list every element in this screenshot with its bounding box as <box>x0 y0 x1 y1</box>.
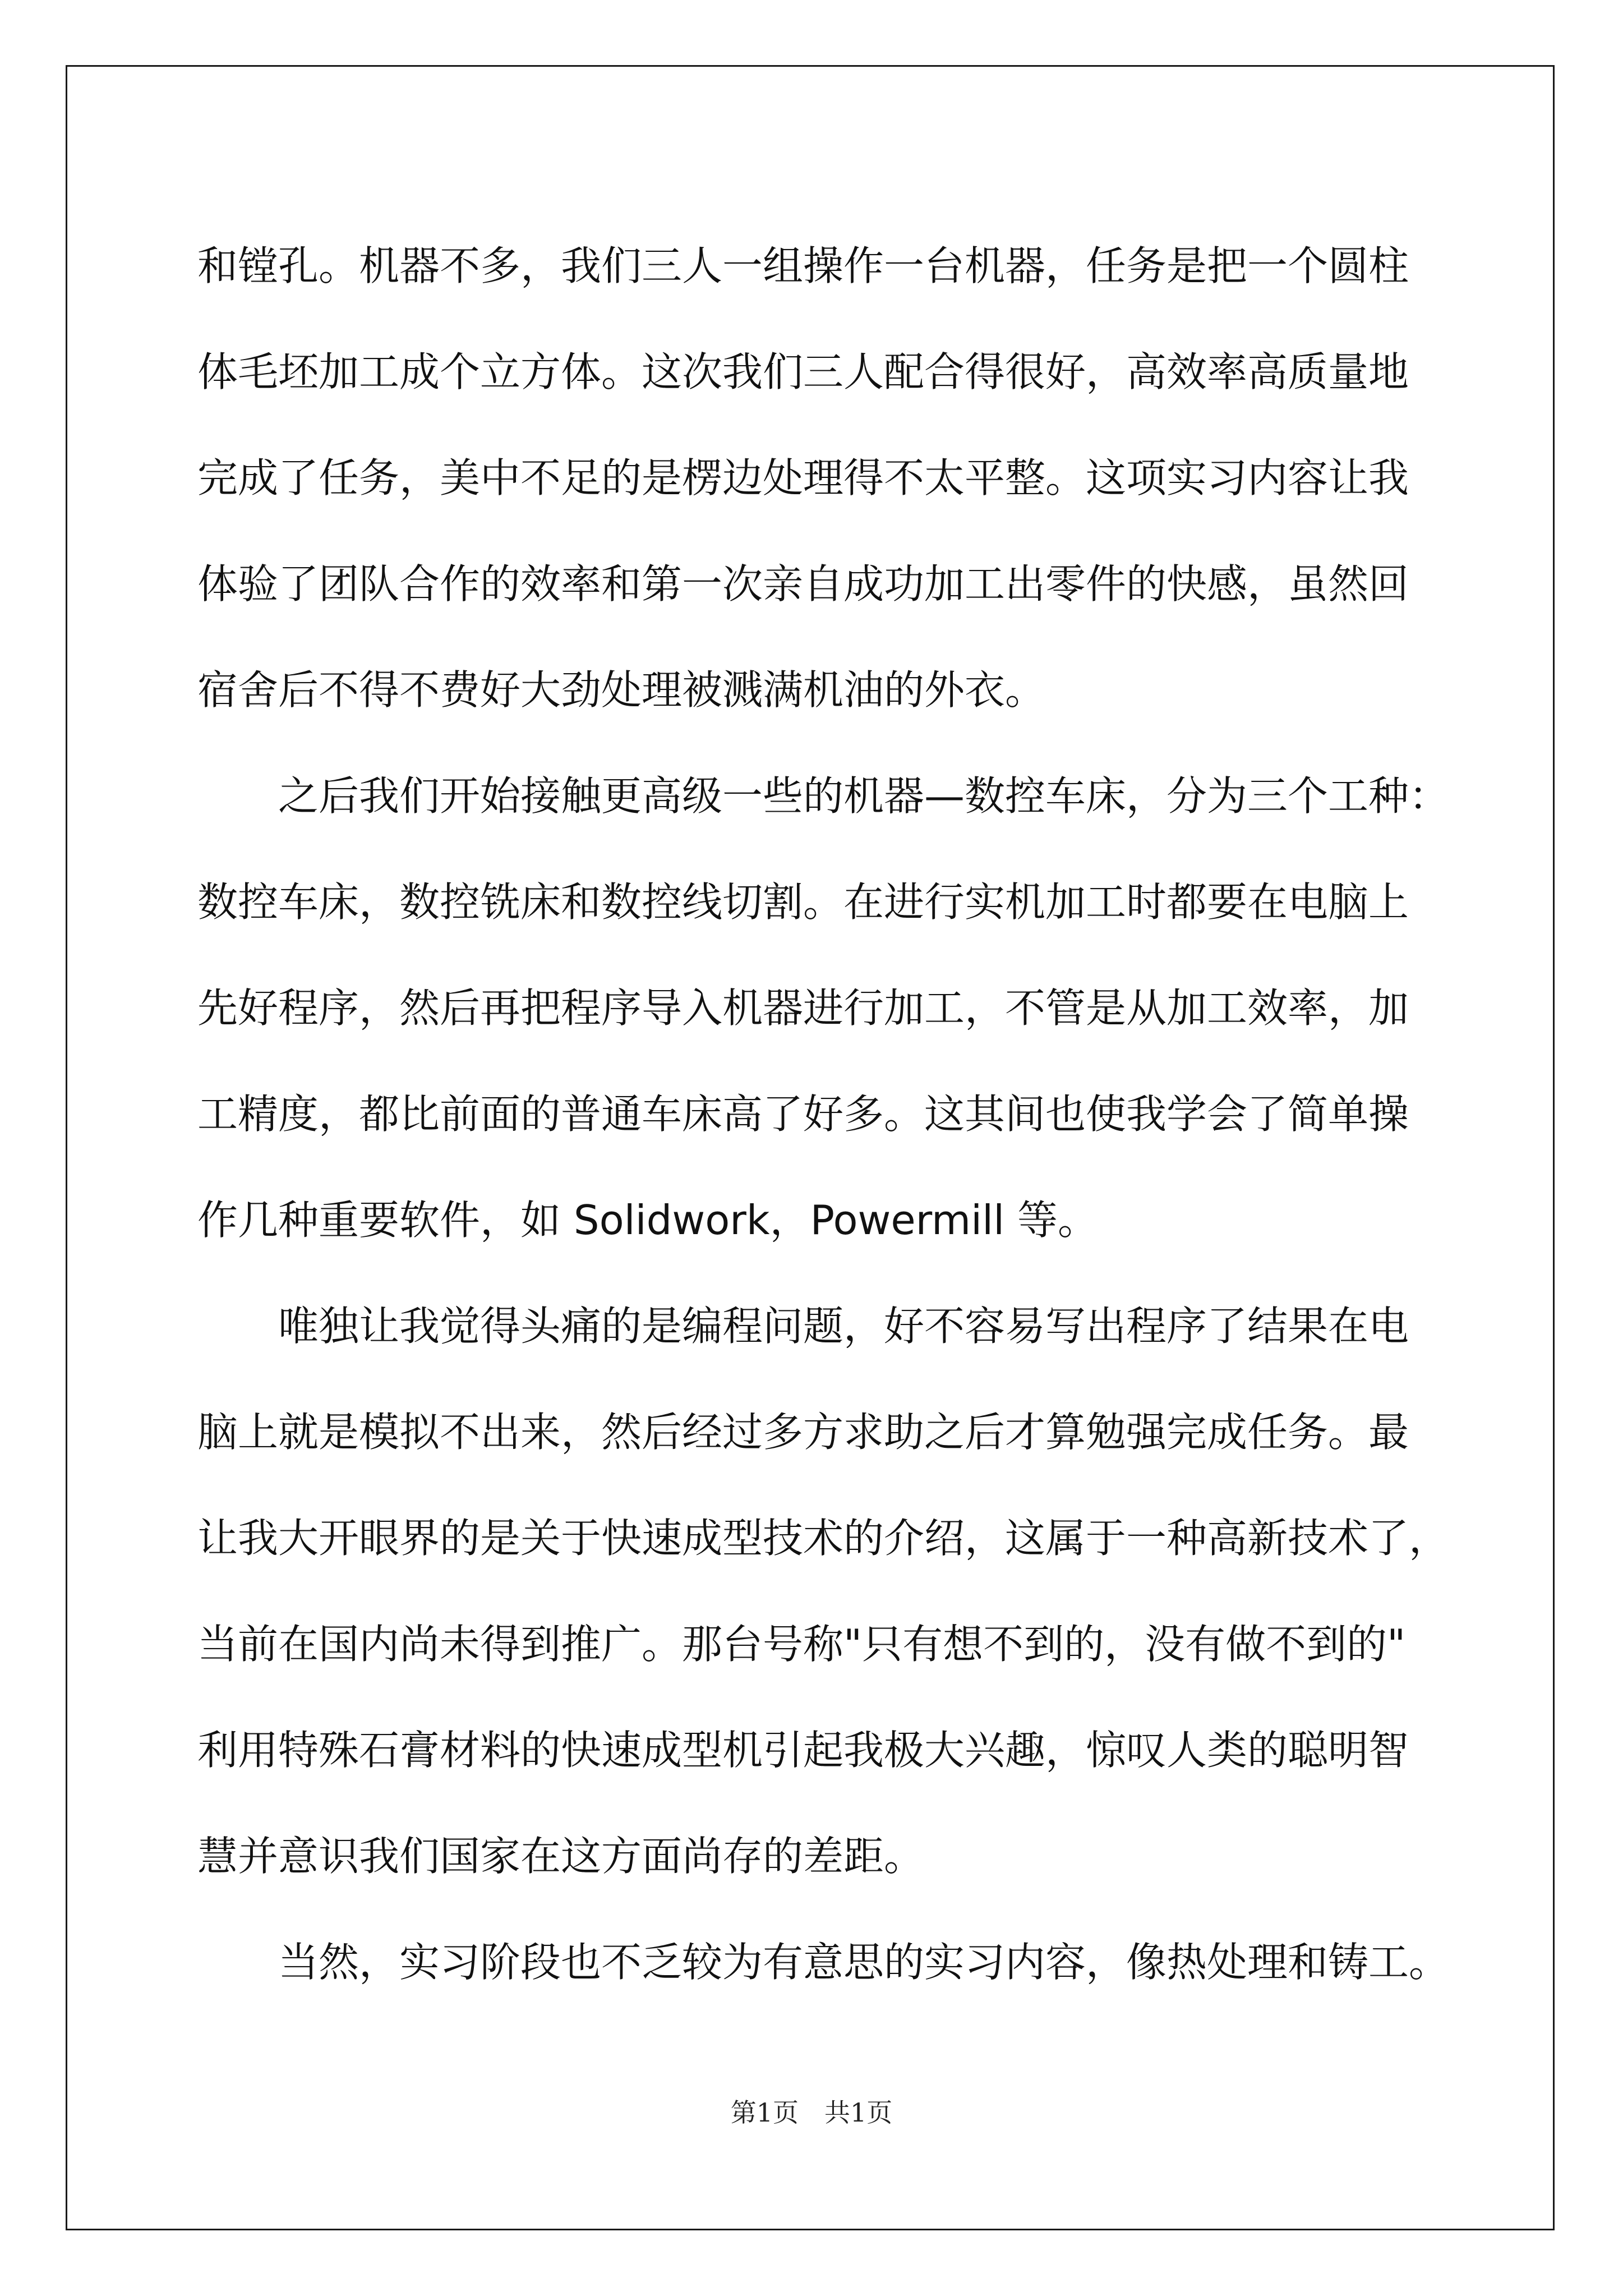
text-line: 和镗孔。机器不多，我们三人一组操作一台机器，任务是把一个圆柱 <box>197 242 1409 289</box>
text-line: 之后我们开始接触更高级一些的机器—数控车床，分为三个工种： <box>197 772 1450 820</box>
text-line: 宿舍后不得不费好大劲处理被溅满机油的外衣。 <box>197 666 1046 714</box>
text-line: 慧并意识我们国家在这方面尚存的差距。 <box>197 1833 925 1880</box>
text-line: 当前在国内尚未得到推广。那台号称"只有想不到的，没有做不到的" <box>197 1621 1406 1668</box>
document-body <box>197 213 1450 2016</box>
text-line: 体毛坯加工成个立方体。这次我们三人配合得很好，高效率高质量地 <box>197 348 1409 395</box>
text-line: 唯独让我觉得头痛的是编程问题，好不容易写出程序了结果在电 <box>197 1303 1409 1350</box>
page-number-footer: 第1页 共1页 <box>730 2097 893 2128</box>
text-line: 让我大开眼界的是关于快速成型技术的介绍，这属于一种高新技术了， <box>197 1515 1450 1562</box>
text-line: 利用特殊石膏材料的快速成型机引起我极大兴趣，惊叹人类的聪明智 <box>197 1727 1409 1774</box>
text-line: 完成了任务，美中不足的是楞边处理得不太平整。这项实习内容让我 <box>197 454 1409 501</box>
text-line: 工精度，都比前面的普通车床高了好多。这其间也使我学会了简单操 <box>197 1091 1409 1138</box>
text-line: 体验了团队合作的效率和第一次亲自成功加工出零件的快感，虽然回 <box>197 560 1409 608</box>
text-line: 当然，实习阶段也不乏较为有意思的实习内容，像热处理和铸工。 <box>197 1939 1450 1986</box>
text-line: 先好程序，然后再把程序导入机器进行加工，不管是从加工效率，加 <box>197 984 1409 1032</box>
text-line: 作几种重要软件，如 Solidwork，Powermill 等。 <box>197 1197 1099 1244</box>
text-line: 脑上就是模拟不出来，然后经过多方求助之后才算勉强完成任务。最 <box>197 1409 1409 1456</box>
text-line: 数控车床，数控铣床和数控线切割。在进行实机加工时都要在电脑上 <box>197 878 1409 926</box>
